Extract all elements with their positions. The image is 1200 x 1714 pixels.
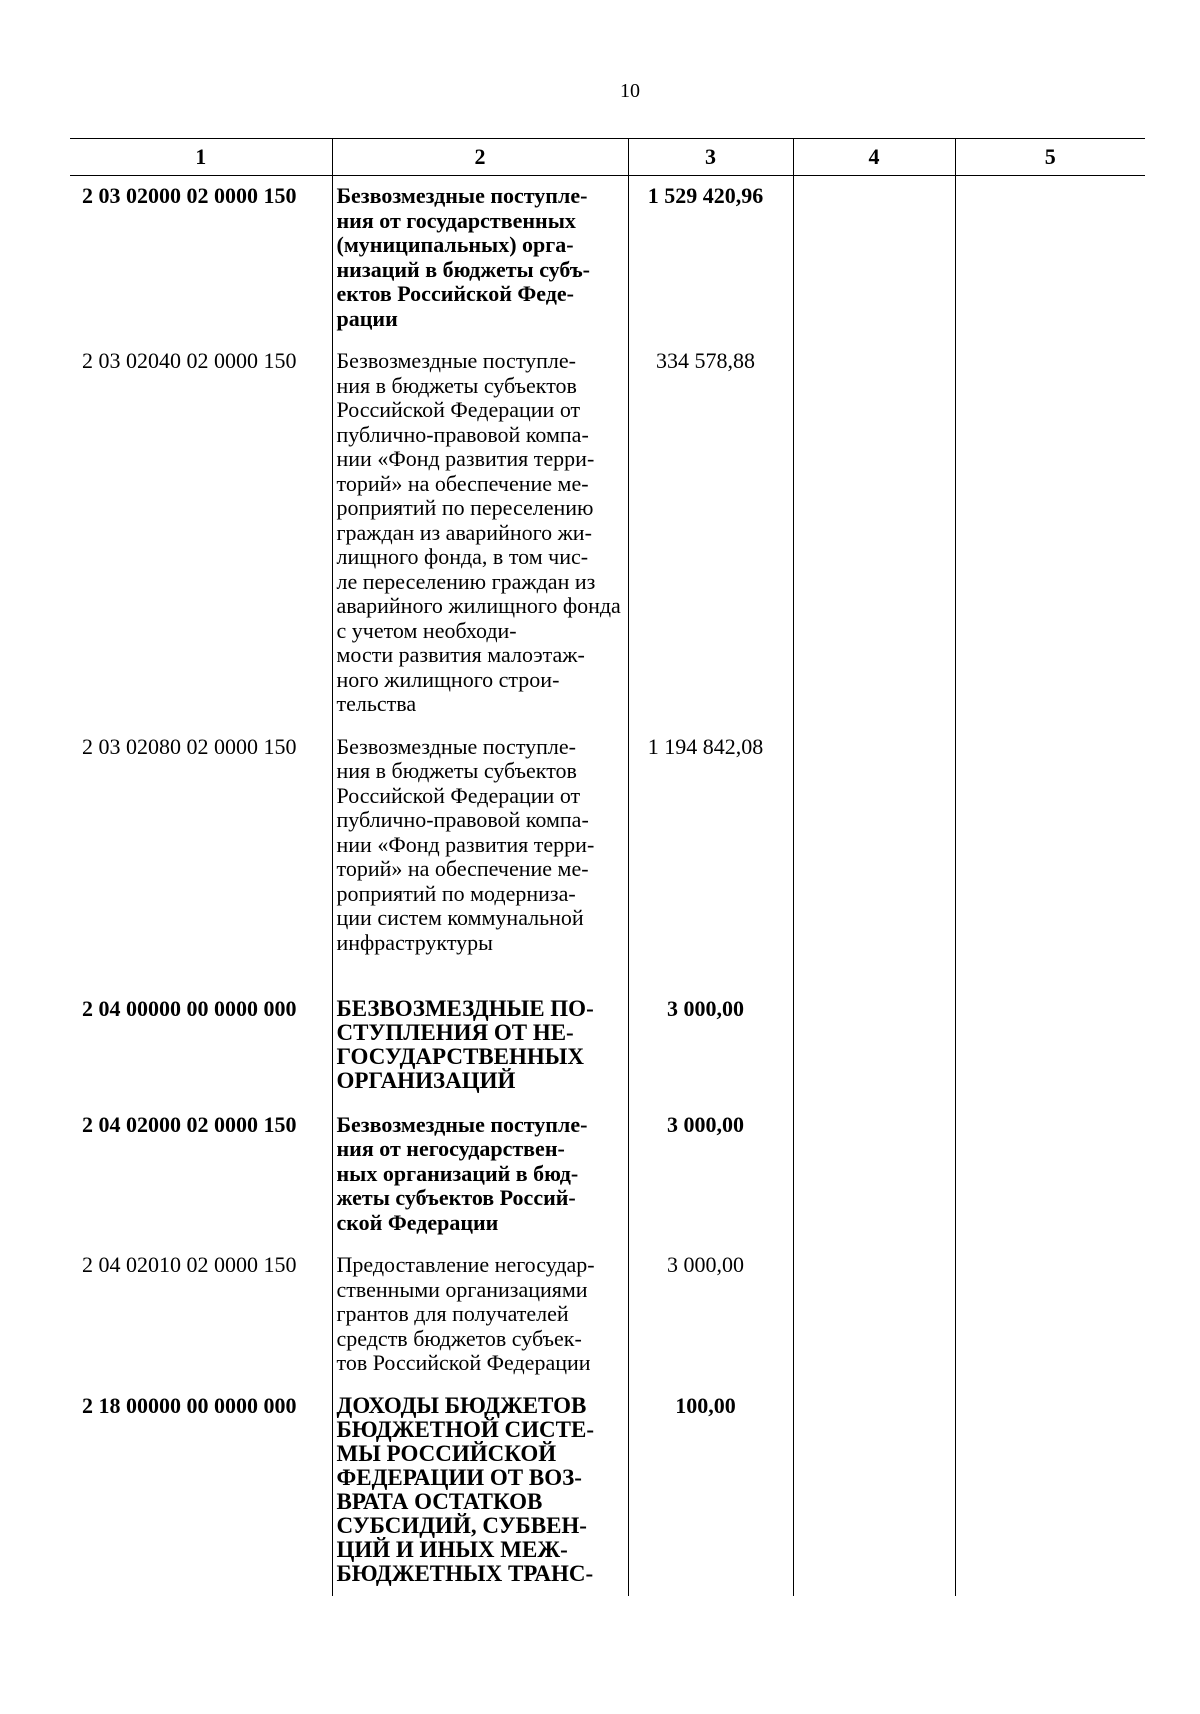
row-name: ДОХОДЫ БЮДЖЕТОВ БЮДЖЕТНОЙ СИСТЕ- МЫ РОССИЙСКОЙ ФЕДЕРАЦИИ ОТ ВОЗ- ВРАТА ОСТАТКОВ СУБСИДИЙ, СУБВЕН- ЦИЙ И ИНЫХ МЕЖ- БЮДЖЕТНЫХ ТРАНС- <box>332 1386 628 1596</box>
row-amount: 100,00 <box>628 1386 793 1596</box>
row-code: 2 04 02010 02 0000 150 <box>82 1252 297 1277</box>
header-col-3: 3 <box>628 139 793 176</box>
row-code: 2 04 02000 02 0000 150 <box>82 1111 297 1137</box>
table-row <box>70 989 1145 1105</box>
row-name: Безвозмездные поступле- ния от государственных (муниципальных) орга- низаций в бюджеты субъ- ектов Российской Феде- рации <box>332 176 628 342</box>
row-code: 2 03 02000 02 0000 150 <box>82 183 297 208</box>
header-col-1: 1 <box>70 139 332 176</box>
header-col-2: 2 <box>332 139 628 176</box>
row-col4 <box>793 989 955 1105</box>
row-code: 2 18 00000 00 0000 000 <box>82 1392 297 1418</box>
row-name: Безвозмездные поступле- ния от негосударствен- ных организаций в бюд- жеты субъектов Россий- ской Федерации <box>332 1105 628 1246</box>
row-col4 <box>793 1386 955 1596</box>
row-amount: 3 000,00 <box>628 1105 793 1246</box>
row-col5 <box>955 341 1145 727</box>
table-row <box>70 1105 1145 1246</box>
row-code: 2 04 00000 00 0000 000 <box>82 995 297 1021</box>
row-col5 <box>955 1105 1145 1246</box>
row-name: Безвозмездные поступле- ния в бюджеты субъектов Российской Федерации от публично-правовой компа- нии «Фонд развития терри- торий» на обеспечение ме- роприятий по переселению граждан из аварийного жи- лищного фонда, в том чис- ле переселению граждан из аварийного жилищного фонда с учетом необходи- мости развития малоэтаж- ного жилищного строи- тельства <box>332 341 628 727</box>
row-col5 <box>955 1386 1145 1596</box>
page-number: 10 <box>620 80 640 102</box>
table-row <box>70 176 1145 342</box>
row-col5 <box>955 727 1145 989</box>
row-col5 <box>955 989 1145 1105</box>
row-code: 2 03 02040 02 0000 150 <box>82 348 297 373</box>
row-col4 <box>793 1245 955 1386</box>
row-name: Предоставление негосудар- ственными организациями грантов для получателей средств бюджетов субъек- тов Российской Федерации <box>332 1245 628 1386</box>
row-col5 <box>955 1245 1145 1386</box>
table-row <box>70 1245 1145 1386</box>
row-code: 2 03 02080 02 0000 150 <box>82 733 297 759</box>
row-col4 <box>793 341 955 727</box>
table-row <box>70 727 1145 989</box>
row-amount: 3 000,00 <box>628 1245 793 1386</box>
row-amount: 334 578,88 <box>628 341 793 727</box>
table-row <box>70 1386 1145 1596</box>
header-col-4: 4 <box>793 139 955 176</box>
row-col4 <box>793 1105 955 1246</box>
row-amount: 1 194 842,08 <box>628 727 793 989</box>
table-row <box>70 341 1145 727</box>
row-name: БЕЗВОЗМЕЗДНЫЕ ПО- СТУПЛЕНИЯ ОТ НЕ- ГОСУДАРСТВЕННЫХ ОРГАНИЗАЦИЙ <box>332 989 628 1105</box>
row-col5 <box>955 176 1145 342</box>
row-amount: 3 000,00 <box>628 989 793 1105</box>
row-amount: 1 529 420,96 <box>628 176 793 342</box>
row-name: Безвозмездные поступле- ния в бюджеты субъектов Российской Федерации от публично-правовой компа- нии «Фонд развития терри- торий» на обеспечение ме- роприятий по модерниза- ции систем коммунальной инфраструктуры <box>332 727 628 989</box>
budget-table <box>70 138 1145 1596</box>
row-col4 <box>793 727 955 989</box>
header-row <box>70 139 1145 176</box>
header-col-5: 5 <box>955 139 1145 176</box>
row-col4 <box>793 176 955 342</box>
